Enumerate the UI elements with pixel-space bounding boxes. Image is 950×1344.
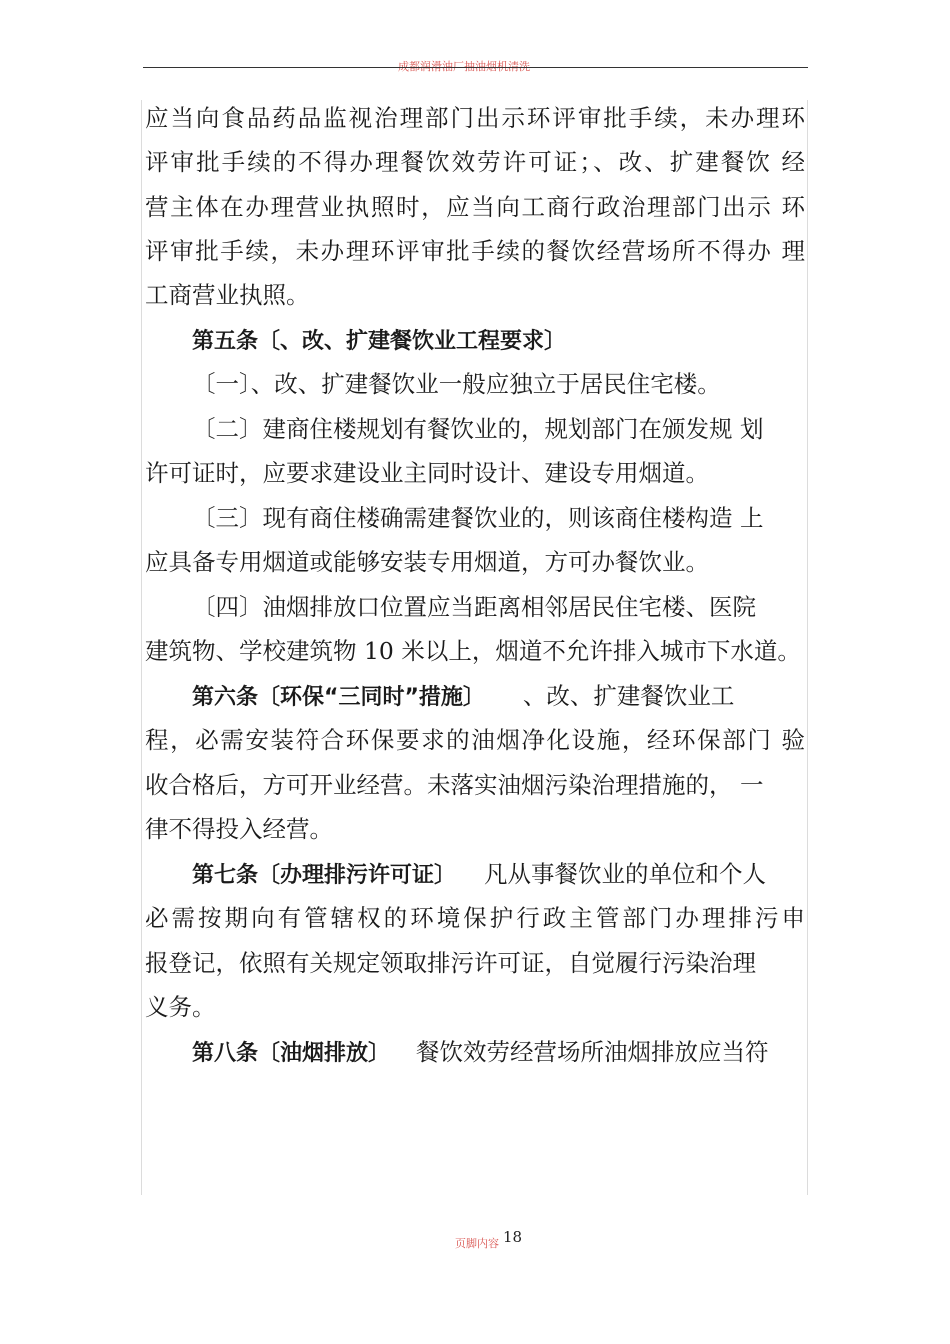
article-5-title: 第五条〔、改、扩建餐饮业工程要求〕 (192, 329, 567, 354)
header-rule (143, 67, 808, 68)
clause-4-line (192, 592, 805, 622)
text-line: 工商营业执照。 (145, 281, 310, 309)
article-8-title: 第八条〔油烟排放〕 (192, 1041, 391, 1066)
text-line: 律不得投入经营。 (145, 815, 333, 843)
article-7-title: 第七条〔办理排污许可证〕 (192, 863, 457, 888)
clause-4-marker: 〔四〕 (192, 593, 263, 621)
article-7-text: 凡从事餐饮业的单位和个人 (484, 860, 767, 888)
clause-1-marker: 〔一〕 (192, 370, 251, 398)
text-line: 许可证时，应要求建设业主同时设计、建设专用烟道。 (145, 459, 709, 487)
clause-2-text: 建商住楼规划有餐饮业的，规划部门在颁发规 划 (262, 415, 764, 443)
text-line: 程，必需安装符合环保要求的油烟净化设施，经环保部门 验 (145, 726, 805, 754)
page-number: 18 (503, 1228, 523, 1246)
clause-1-line (192, 369, 805, 399)
text-line: 义务。 (145, 993, 216, 1021)
text-line: 应具备专用烟道或能够安装专用烟道，方可办餐饮业。 (145, 548, 709, 576)
article-5-heading (192, 325, 805, 355)
article-8-text: 餐饮效劳经营场所油烟排放应当符 (416, 1038, 769, 1066)
page-header-text: 成都润滑油厂抽油烟机清洗 (398, 60, 530, 73)
article-6-text: 、改、扩建餐饮业工 (522, 682, 735, 710)
text-line: 评审批手续的不得办理餐饮效劳许可证；、改、扩建餐饮 经 (145, 148, 805, 176)
text-line: 评审批手续，未办理环评审批手续的餐饮经营场所不得办 理 (145, 237, 805, 265)
article-6-title: 第六条〔环保“三同时”措施〕 (192, 685, 485, 710)
text-line: 报登记，依照有关规定领取排污许可证，自觉履行污染治理 (145, 949, 756, 977)
frame-right-border (807, 100, 808, 1195)
text-line: 必需按期向有管辖权的环境保护行政主管部门办理排污申 (145, 904, 805, 932)
text-line: 收合格后，方可开业经营。未落实油烟污染治理措施的， 一 (145, 771, 764, 799)
text-line: 营主体在办理营业执照时，应当向工商行政治理部门出示 环 (145, 193, 805, 221)
clause-2-line (192, 414, 805, 444)
article-8-line (192, 1037, 805, 1067)
text-line: 建筑物、学校建筑物 10 米以上，烟道不允许排入城市下水道。 (145, 637, 801, 665)
article-6-line (192, 681, 805, 711)
text-line: 应当向食品药品监视治理部门出示环评审批手续，未办理环 (145, 104, 805, 132)
clause-3-text: 现有商住楼确需建餐饮业的，则该商住楼构造 上 (262, 504, 764, 532)
article-7-line (192, 859, 805, 889)
clause-4-text: 油烟排放口位置应当距离相邻居民住宅楼、医院 (262, 593, 756, 621)
clause-1-text: 、改、扩建餐饮业一般应独立于居民住宅楼。 (250, 370, 721, 398)
clause-3-line (192, 503, 805, 533)
clause-3-marker: 〔三〕 (192, 504, 263, 532)
frame-left-border (141, 100, 142, 1195)
clause-2-marker: 〔二〕 (192, 415, 263, 443)
footer-label: 页脚内容 (455, 1237, 499, 1250)
